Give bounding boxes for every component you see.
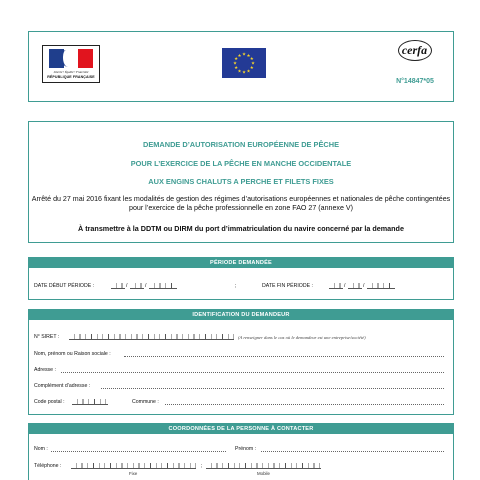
code-postal-label: Code postal : bbox=[34, 399, 65, 405]
eu-star-icon: ★ bbox=[241, 70, 247, 76]
arrete-text: Arrêté du 27 mai 2016 fixant les modalités de gestion des régimes d’autorisations européennes et nationales de pêche contingentées pour l’exercice de la pêche professionnelle en zone FAO 27 (annexe V) bbox=[31, 195, 451, 212]
marianne-flag-icon bbox=[49, 49, 93, 68]
date-debut-month-field[interactable] bbox=[130, 283, 144, 289]
fixe-label: Fixe bbox=[129, 471, 138, 476]
adresse-field[interactable] bbox=[61, 372, 444, 373]
cerfa-logo: cerfa bbox=[398, 40, 432, 61]
siret-label: N° SIRET : bbox=[34, 334, 60, 340]
identification-header: IDENTIFICATION DU DEMANDEUR bbox=[29, 310, 453, 320]
complement-label: Complément d’adresse : bbox=[34, 383, 91, 389]
commune-label: Commune : bbox=[132, 399, 159, 405]
contact-section: COORDONNÉES DE LA PERSONNE À CONTACTER Nom : Prénom : Téléphone : ; Fixe Mobile bbox=[28, 423, 454, 480]
nom-raison-field[interactable] bbox=[124, 356, 444, 357]
date-debut-year-field[interactable] bbox=[149, 283, 177, 289]
eu-star-icon: ★ bbox=[237, 53, 242, 59]
header-box bbox=[28, 31, 454, 102]
transmit-instruction: À transmettre à la DDTM ou DIRM du port d’immatriculation du navire concerné par la demande bbox=[78, 224, 404, 233]
eu-star-icon: ★ bbox=[232, 61, 238, 67]
date-fin-label: DATE FIN PÉRIODE : bbox=[262, 283, 313, 289]
periode-header: PÉRIODE DEMANDÉE bbox=[29, 258, 453, 268]
period-separator: ; bbox=[235, 283, 237, 289]
code-postal-field[interactable] bbox=[72, 399, 108, 405]
title-line-1: DEMANDE D’AUTORISATION EUROPÉENNE DE PÊCHE bbox=[142, 140, 339, 149]
marianne-logo bbox=[42, 45, 100, 83]
eu-star-icon: ★ bbox=[250, 61, 256, 67]
siret-note: (A renseigner dans le cas où le demandeur est une entreprise/société) bbox=[238, 335, 366, 340]
contact-header: COORDONNÉES DE LA PERSONNE À CONTACTER bbox=[29, 424, 453, 434]
adresse-label: Adresse : bbox=[34, 367, 56, 373]
date-fin-day-field[interactable] bbox=[329, 283, 343, 289]
eu-flag-icon bbox=[222, 48, 266, 78]
eu-star-icon: ★ bbox=[249, 66, 254, 72]
periode-section: PÉRIODE DEMANDÉE DATE DÉBUT PÉRIODE : / / ; DATE FIN PÉRIODE : / / bbox=[28, 257, 454, 300]
nom-raison-label: Nom, prénom ou Raison sociale : bbox=[34, 351, 111, 357]
eu-star-icon: ★ bbox=[246, 69, 251, 75]
eu-star-icon: ★ bbox=[237, 69, 242, 75]
cerfa-number: N°14847*05 bbox=[396, 78, 434, 85]
date-fin-month-field[interactable] bbox=[348, 283, 362, 289]
eu-star-icon: ★ bbox=[246, 53, 251, 59]
siret-field[interactable] bbox=[69, 334, 234, 340]
mobile-label: Mobile bbox=[257, 471, 270, 476]
complement-field[interactable] bbox=[101, 388, 444, 389]
motto-text: Liberté • Égalité • Fraternité bbox=[53, 70, 89, 74]
telephone-label: Téléphone : bbox=[34, 463, 62, 469]
contact-prenom-field[interactable] bbox=[261, 451, 444, 452]
republic-text: RÉPUBLIQUE FRANÇAISE bbox=[47, 75, 95, 79]
identification-section bbox=[28, 309, 454, 415]
eu-star-icon: ★ bbox=[234, 66, 239, 72]
contact-nom-label: Nom : bbox=[34, 446, 48, 452]
date-debut-label: DATE DÉBUT PÉRIODE : bbox=[34, 283, 95, 289]
title-line-3: AUX ENGINS CHALUTS A PERCHE ET FILETS FIXES bbox=[148, 177, 334, 186]
contact-prenom-label: Prénom : bbox=[235, 446, 257, 452]
title-box bbox=[28, 121, 454, 243]
eu-star-icon: ★ bbox=[234, 57, 239, 63]
contact-nom-field[interactable] bbox=[51, 451, 226, 452]
eu-star-icon: ★ bbox=[249, 57, 254, 63]
eu-star-icon: ★ bbox=[241, 52, 247, 58]
title-line-2: POUR L’EXERCICE DE LA PÊCHE EN MANCHE OCCIDENTALE bbox=[130, 159, 352, 168]
telephone-fixe-field[interactable] bbox=[71, 463, 196, 469]
telephone-mobile-field[interactable] bbox=[206, 463, 321, 469]
date-fin-year-field[interactable] bbox=[367, 283, 395, 289]
date-debut-day-field[interactable] bbox=[111, 283, 125, 289]
commune-field[interactable] bbox=[165, 404, 444, 405]
